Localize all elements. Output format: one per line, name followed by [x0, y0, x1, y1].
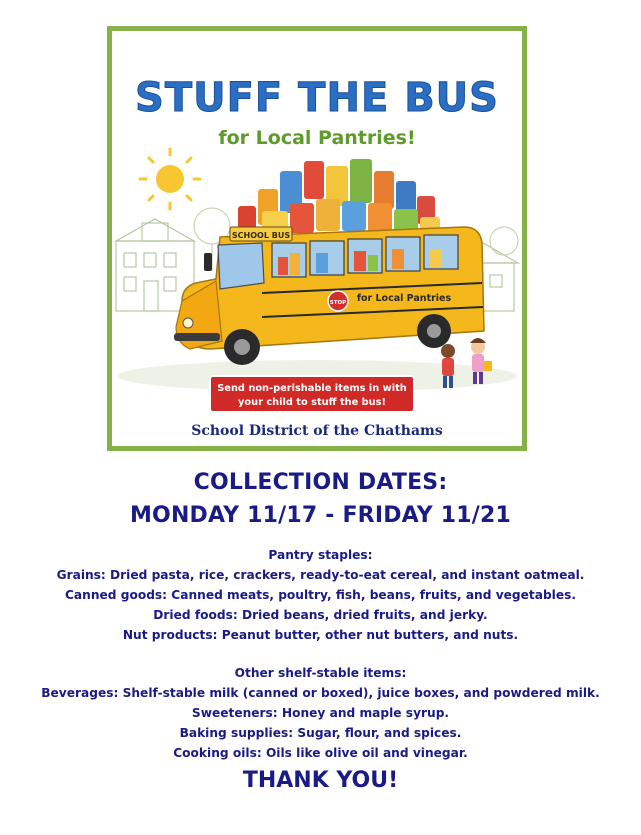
poster-illustration — [112, 31, 522, 446]
banner-line2: your child to stuff the bus! — [238, 397, 386, 408]
thank-you-text: THANK YOU! — [242, 768, 399, 793]
list-item: Grains: Dried pasta, rice, crackers, ready-to-eat cereal, and instant oatmeal. — [56, 568, 585, 582]
list-item: Nut products: Peanut butter, other nut butters, and nuts. — [122, 628, 519, 642]
stop-sign-text: STOP — [329, 300, 347, 306]
banner-line1: Send non-perishable items in with — [217, 383, 407, 394]
list-item: Sweeteners: Honey and maple syrup. — [191, 706, 450, 720]
list-item: Canned goods: Canned meats, poultry, fish, beans, fruits, and vegetables. — [64, 588, 577, 602]
list-item: Baking supplies: Sugar, flour, and spices. — [179, 726, 462, 740]
collection-dates-heading: COLLECTION DATES: — [193, 470, 448, 495]
bus-side-text: for Local Pantries — [356, 293, 452, 304]
list-item: Dried foods: Dried beans, dried fruits, and jerky. — [153, 608, 488, 622]
list-item: Cooking oils: Oils like olive oil and vinegar. — [173, 746, 468, 760]
list-item: Beverages: Shelf-stable milk (canned or boxed), juice boxes, and powdered milk. — [41, 686, 600, 700]
instruction-banner — [210, 376, 414, 412]
pantry-staples-section — [0, 545, 641, 645]
pantry-heading: Pantry staples: — [268, 548, 373, 562]
poster-image — [107, 26, 527, 451]
collection-dates-range: MONDAY 11/17 - FRIDAY 11/21 — [129, 503, 512, 528]
stop-sign-icon — [328, 291, 348, 311]
other-items-section — [0, 663, 641, 763]
other-heading: Other shelf-stable items: — [234, 666, 407, 680]
district-name: School District of the Chathams — [191, 423, 443, 439]
poster-subtitle: for Local Pantries! — [218, 127, 416, 149]
bus-top-sign: SCHOOL BUS — [231, 231, 291, 240]
poster-title: STUFF THE BUS — [135, 75, 499, 121]
